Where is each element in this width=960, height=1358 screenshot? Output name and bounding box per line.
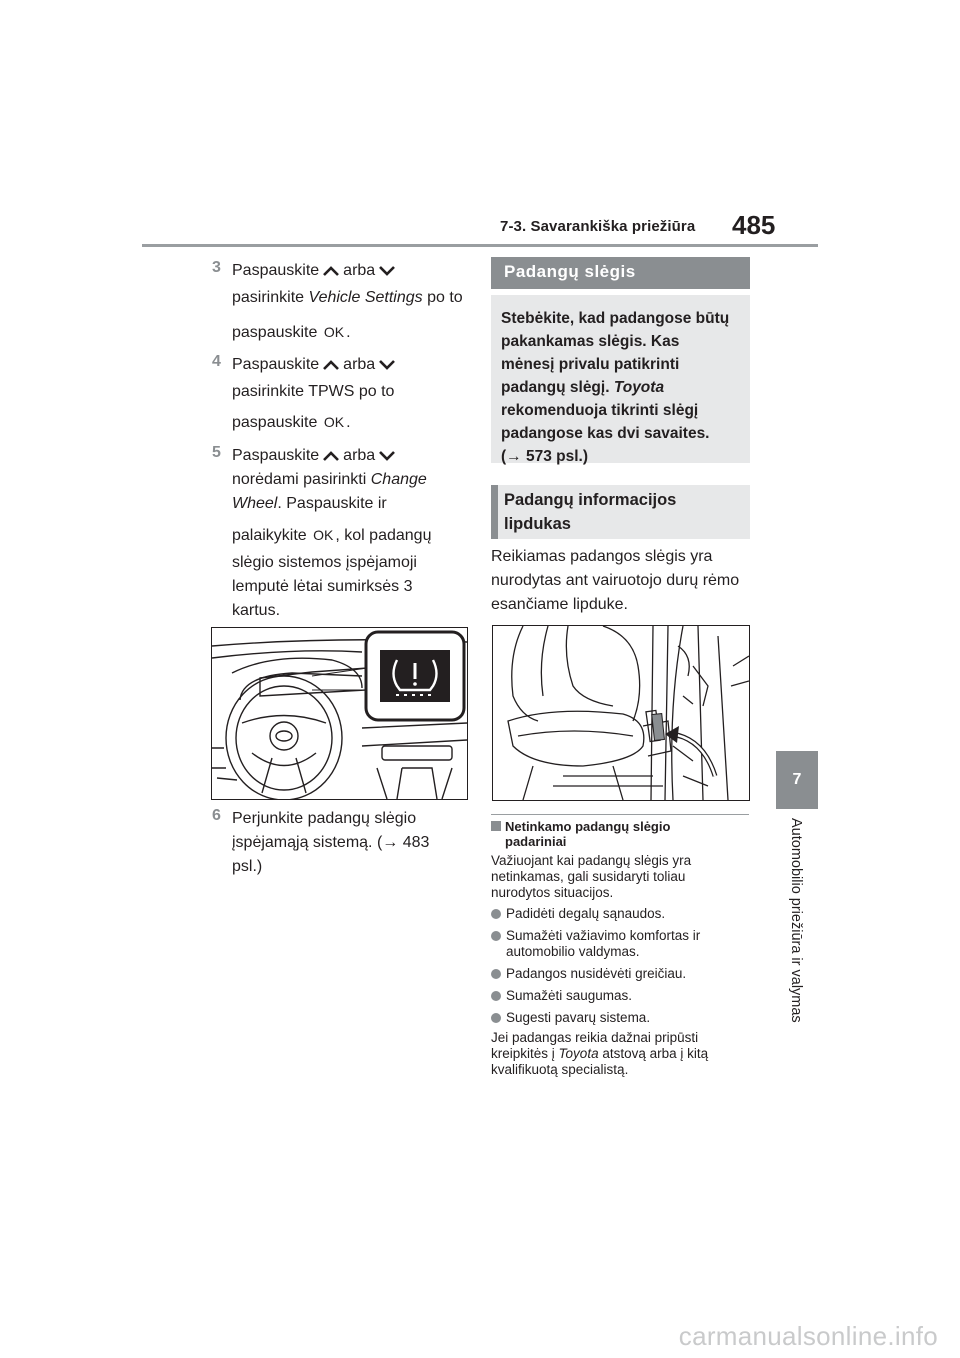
subsection-heading: Netinkamo padangų slėgio (505, 819, 671, 834)
note-text: rekomenduoja tikrinti slėgį (501, 402, 699, 419)
tire-pressure-heading (491, 257, 750, 289)
section-title: 7-3. Savarankiška priežiūra (500, 218, 696, 235)
step-number: 4 (212, 353, 221, 370)
menu-option-name: Wheel (232, 495, 278, 512)
step-text: slėgio sistemos įspėjamoji (232, 554, 417, 571)
menu-option-name: Vehicle Settings (308, 289, 423, 306)
step-text: pasirinkite (232, 289, 305, 306)
subsection-heading: padariniai (505, 834, 567, 849)
body-text: kvalifikuotą specialistą. (491, 1062, 629, 1077)
step-text: arba (343, 262, 376, 279)
tire-label-heading (491, 485, 750, 539)
body-text: kreipkitės į (491, 1046, 555, 1061)
body-text: Jei padangas reikia dažnai pripūsti (491, 1030, 699, 1045)
page-number: 485 (732, 210, 776, 240)
body-text: atstovą arba į kitą (602, 1046, 709, 1061)
chevron-up-icon (322, 265, 340, 277)
list-item (491, 1010, 753, 1026)
note-text: padangose kas dvi savaites. (501, 425, 710, 442)
step-text: kartus. (232, 602, 281, 619)
step-text: psl.) (232, 858, 263, 875)
tire-pressure-note (491, 295, 750, 463)
body-text: Važiuojant kai padangų slėgis yra (491, 853, 692, 868)
note-text: Stebėkite, kad padangose būtų (501, 310, 730, 327)
step-text: po to (427, 289, 463, 306)
body-text: nurodytos situacijos. (491, 885, 614, 900)
ok-button-label: OK (313, 527, 334, 543)
bullet-icon (491, 1013, 501, 1023)
square-bullet-icon (491, 821, 501, 831)
list-item-text: Sumažėti saugumas. (506, 988, 633, 1003)
list-item (491, 966, 753, 982)
dashboard-illustration (211, 627, 468, 800)
step-text: . Paspauskite ir (277, 495, 387, 512)
step-text: palaikykite (232, 527, 307, 544)
step-text: , kol padangų (335, 527, 432, 544)
driver-door-label-drawing (493, 626, 749, 800)
brand-name: Toyota (558, 1046, 599, 1061)
body-text: esančiame lipduke. (491, 596, 628, 613)
step-number: 3 (212, 259, 221, 276)
step-text: . (346, 324, 351, 341)
box-title: Padangų slėgis (504, 262, 636, 281)
chapter-number: 7 (792, 771, 802, 788)
ok-button-label: OK (323, 414, 345, 430)
step-text: įspėjamąją sistemą. (→ 483 (232, 834, 430, 851)
header-divider (142, 244, 818, 247)
chapter-name-text: Automobilio priežiūra ir valymas (788, 818, 804, 1023)
door-frame-illustration (492, 625, 750, 801)
step-text: Paspauskite (232, 447, 320, 464)
bullet-icon (491, 931, 501, 941)
list-item-text: Padangos nusidėvėti greičiau. (506, 966, 687, 981)
chapter-tab[interactable] (776, 751, 818, 809)
step-text: paspauskite (232, 324, 318, 341)
ok-button-label: OK (323, 324, 345, 340)
chevron-up-icon (322, 359, 340, 371)
chevron-up-icon (322, 450, 340, 462)
chevron-down-icon (378, 265, 396, 277)
note-text: padangų slėgį. (501, 379, 610, 396)
body-text: nurodytas ant vairuotojo durų rėmo (491, 572, 740, 589)
heading-accent-bar (491, 485, 498, 539)
step-text: Perjunkite padangų slėgio (232, 810, 417, 827)
step-number: 5 (212, 444, 221, 461)
tire-pressure-warning-icon (380, 650, 450, 702)
list-item (491, 906, 753, 922)
bullet-icon (491, 909, 501, 919)
list-item (491, 928, 753, 944)
step-text: Paspauskite (232, 262, 320, 279)
bullet-icon (491, 991, 501, 1001)
body-text: Reikiamas padangos slėgis yra (491, 548, 713, 565)
list-item-text: Sugesti pavarų sistema. (506, 1010, 651, 1025)
note-text: mėnesį privalu patikrinti (501, 356, 680, 373)
menu-option-name: Change (370, 471, 427, 488)
step-6 (212, 807, 474, 879)
chapter-name (784, 818, 810, 1038)
list-item-text: Sumažėti važiavimo komfortas ir (506, 928, 701, 943)
step-text: paspauskite (232, 414, 318, 431)
step-text: . (346, 414, 351, 431)
box-title: lipdukas (504, 515, 571, 533)
step-4 (212, 353, 474, 438)
chevron-down-icon (378, 450, 396, 462)
step-text: pasirinkite TPWS po to (232, 383, 395, 400)
section-divider (491, 814, 749, 815)
list-item-text: Padidėti degalų sąnaudos. (506, 906, 666, 921)
incorrect-pressure-section (491, 819, 753, 1078)
list-item-text: automobilio valdymas. (506, 944, 640, 959)
step-5 (212, 444, 474, 623)
box-title: Padangų informacijos (504, 491, 677, 509)
watermark: carmanualsonline.info (678, 1321, 938, 1351)
step-text: Paspauskite (232, 356, 320, 373)
bullet-icon (491, 969, 501, 979)
step-number: 6 (212, 807, 221, 824)
step-text: norėdami pasirinkti (232, 471, 367, 488)
instrument-cluster-drawing (212, 628, 467, 799)
list-item (491, 988, 753, 1004)
step-text: lemputė lėtai sumirksės 3 (232, 578, 413, 595)
tire-label-description (491, 545, 761, 617)
body-text: netinkamas, gali susidaryti toliau (491, 869, 686, 884)
page-reference[interactable]: (→ 573 psl.) (501, 448, 588, 465)
brand-name: Toyota (613, 379, 665, 396)
tire-label-sticker (652, 714, 665, 741)
chevron-down-icon (378, 359, 396, 371)
step-text: arba (343, 447, 376, 464)
step-3 (212, 259, 474, 348)
step-text: arba (343, 356, 376, 373)
note-text: pakankamas slėgis. Kas (501, 333, 680, 350)
